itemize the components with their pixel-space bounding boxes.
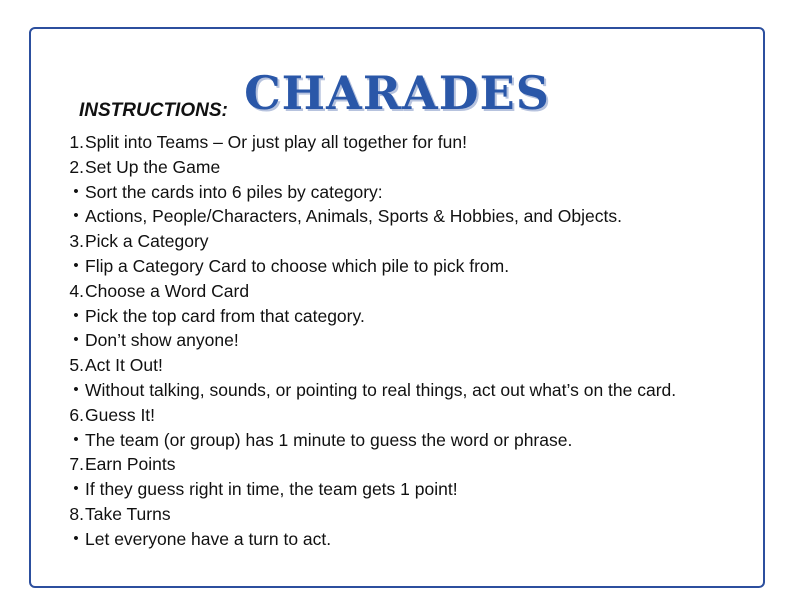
bullet-item xyxy=(68,180,748,205)
step-title: Set Up the Game xyxy=(85,156,221,177)
instructions-heading: INSTRUCTIONS: xyxy=(79,100,228,121)
step-number: 1. xyxy=(69,132,84,152)
bullet-text: Don’t show anyone! xyxy=(85,330,239,351)
numbered-step xyxy=(68,279,748,304)
numbered-step xyxy=(68,155,748,180)
bullet-text: Pick the top card from that category. xyxy=(85,305,365,326)
step-title: Split into Teams – Or just play all together for fun! xyxy=(85,132,467,152)
bullet-text: Let everyone have a turn to act. xyxy=(85,528,332,549)
step-title: Guess It! xyxy=(85,404,156,425)
bullet-item xyxy=(68,204,748,229)
bullet-text: The team (or group) has 1 minute to guess the word or phrase. xyxy=(85,429,573,450)
step-number: 7. xyxy=(69,454,84,475)
bullet-item xyxy=(68,378,748,403)
page-title: CHARADES xyxy=(244,65,550,120)
numbered-step xyxy=(68,452,748,477)
bullet-item xyxy=(68,304,748,329)
bullet-text: Without talking, sounds, or pointing to real things, act out what’s on the card. xyxy=(85,379,677,400)
numbered-step xyxy=(68,229,748,254)
numbered-step xyxy=(68,353,748,378)
step-number: 2. xyxy=(69,156,84,177)
step-title: Choose a Word Card xyxy=(85,280,250,301)
bullet-marker: • xyxy=(73,480,79,498)
instructions-list xyxy=(68,130,748,552)
bullet-marker: • xyxy=(73,306,79,324)
step-title: Act It Out! xyxy=(85,355,163,376)
bullet-text: Flip a Category Card to choose which pile to pick from. xyxy=(85,255,510,276)
bullet-text: If they guess right in time, the team gets 1 point! xyxy=(85,479,458,500)
step-number: 6. xyxy=(69,404,84,425)
bullet-item xyxy=(68,428,748,453)
bullet-marker: • xyxy=(73,256,79,274)
bullet-item xyxy=(68,328,748,353)
step-number: 5. xyxy=(69,355,84,376)
numbered-step xyxy=(68,502,748,527)
step-number: 8. xyxy=(69,503,84,524)
bullet-marker: • xyxy=(73,182,79,200)
bullet-marker: • xyxy=(73,331,79,349)
step-number: 4. xyxy=(69,280,84,301)
bullet-item xyxy=(68,527,748,552)
bullet-item xyxy=(68,254,748,279)
bullet-marker: • xyxy=(73,207,79,225)
step-title: Pick a Category xyxy=(85,231,209,252)
numbered-step xyxy=(68,130,748,155)
numbered-step xyxy=(68,403,748,428)
bullet-text: Actions, People/Characters, Animals, Sports & Hobbies, and Objects. xyxy=(85,206,622,227)
step-title: Earn Points xyxy=(85,454,176,475)
bullet-marker: • xyxy=(73,380,79,398)
bullet-text: Sort the cards into 6 piles by category: xyxy=(85,181,383,202)
bullet-item xyxy=(68,477,748,502)
step-number: 3. xyxy=(69,231,84,252)
bullet-marker: • xyxy=(73,529,79,547)
step-title: Take Turns xyxy=(85,503,171,524)
bullet-marker: • xyxy=(73,430,79,448)
